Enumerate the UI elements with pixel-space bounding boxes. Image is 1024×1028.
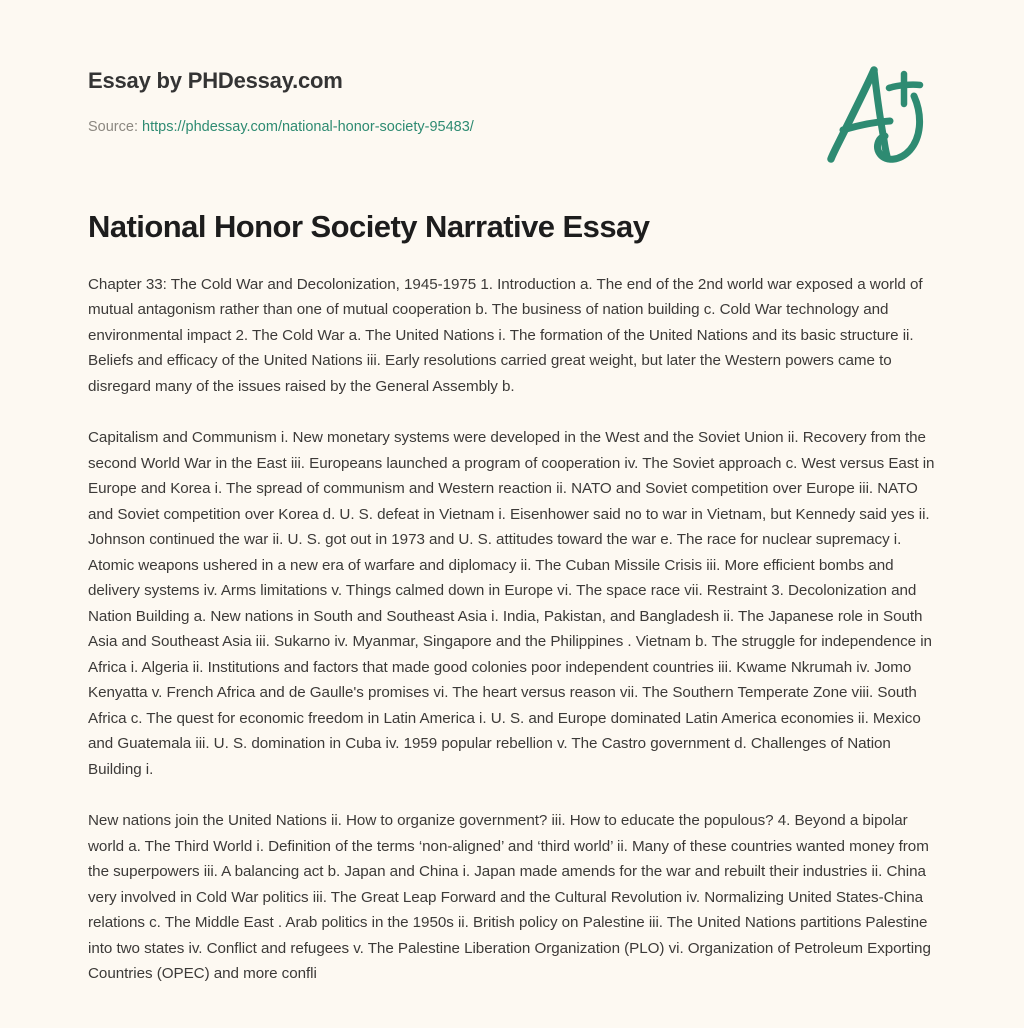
page-title: National Honor Society Narrative Essay	[88, 209, 650, 244]
source-row	[88, 118, 936, 137]
essay-body	[0, 246, 1024, 987]
byline: Essay by PHDessay.com	[88, 68, 343, 93]
a-plus-handwritten-logo-icon	[816, 58, 932, 170]
source-link[interactable]: https://phdessay.com/national-honor-society-95483/	[142, 119, 474, 136]
body-paragraph: New nations join the United Nations ii. How to organize government? iii. How to educate the populous? 4. Beyond a bipolar world a. The Third World i. Definition of the terms ‘non-aligned’ and ‘third world’ ii. Many of these countries wanted money from the superpowers iii. A balancing act b. Japan and China i. Japan made amends for the war and rebuilt their industries ii. China very involved in Cold War politics iii. The Great Leap Forward and the Cultural Revolution iv. Normalizing United States-China relations c. The Middle East . Arab politics in the 1950s ii. British policy on Palestine iii. The United Nations partitions Palestine into two states iv. Conflict and refugees v. The Palestine Liberation Organization (PLO) vi. Organization of Petroleum Exporting Countries (OPEC) and more confli	[88, 812, 931, 983]
page-header	[0, 0, 1024, 180]
source-label: Source:	[88, 119, 138, 136]
body-paragraph: Capitalism and Communism i. New monetary systems were developed in the West and the Soviet Union ii. Recovery from the second World War in the East iii. Europeans launched a program of cooperation iv. The Soviet approach c. West versus East in Europe and Korea i. The spread of communism and Western reaction ii. NATO and Soviet competition over Europe iii. NATO and Soviet competition over Korea d. U. S. defeat in Vietnam i. Eisenhower said no to war in Vietnam, but Kennedy said yes ii. Johnson continued the war ii. U. S. got out in 1973 and U. S. attitudes toward the war e. The race for nuclear supremacy i. Atomic weapons ushered in a new era of warfare and diplomacy ii. The Cuban Missile Crisis iii. More efficient bombs and delivery systems iv. Arms limitations v. Things calmed down in Europe vi. The space race vii. Restraint 3. Decolonization and Nation Building a. New nations in South and Southeast Asia i. India, Pakistan, and Bangladesh ii. The Japanese role in South Asia and Southeast Asia iii. Sukarno iv. Myanmar, Singapore and the Philippines . Vietnam b. The struggle for independence in Africa i. Algeria ii. Institutions and factors that made good colonies poor independent countries iii. Kwame Nkrumah iv. Jomo Kenyatta v. French Africa and de Gaulle's promises vi. The heart versus reason vii. The Southern Temperate Zone viii. South Africa c. The quest for economic freedom in Latin America i. U. S. and Europe dominated Latin America economies ii. Mexico and Guatemala iii. U. S. domination in Cuba iv. 1959 popular rebellion v. The Castro government d. Challenges of Nation Building i.	[88, 429, 935, 778]
body-paragraph: Chapter 33: The Cold War and Decolonization, 1945-1975 1. Introduction a. The end of the 2nd world war exposed a world of mutual antagonism rather than one of mutual cooperation b. The business of nation building c. Cold War technology and environmental impact 2. The Cold War a. The United Nations i. The formation of the United Nations and its basic structure ii. Beliefs and efficacy of the United Nations iii. Early resolutions carried great weight, but later the Western powers came to disregard many of the issues raised by the General Assembly b.	[88, 275, 923, 395]
